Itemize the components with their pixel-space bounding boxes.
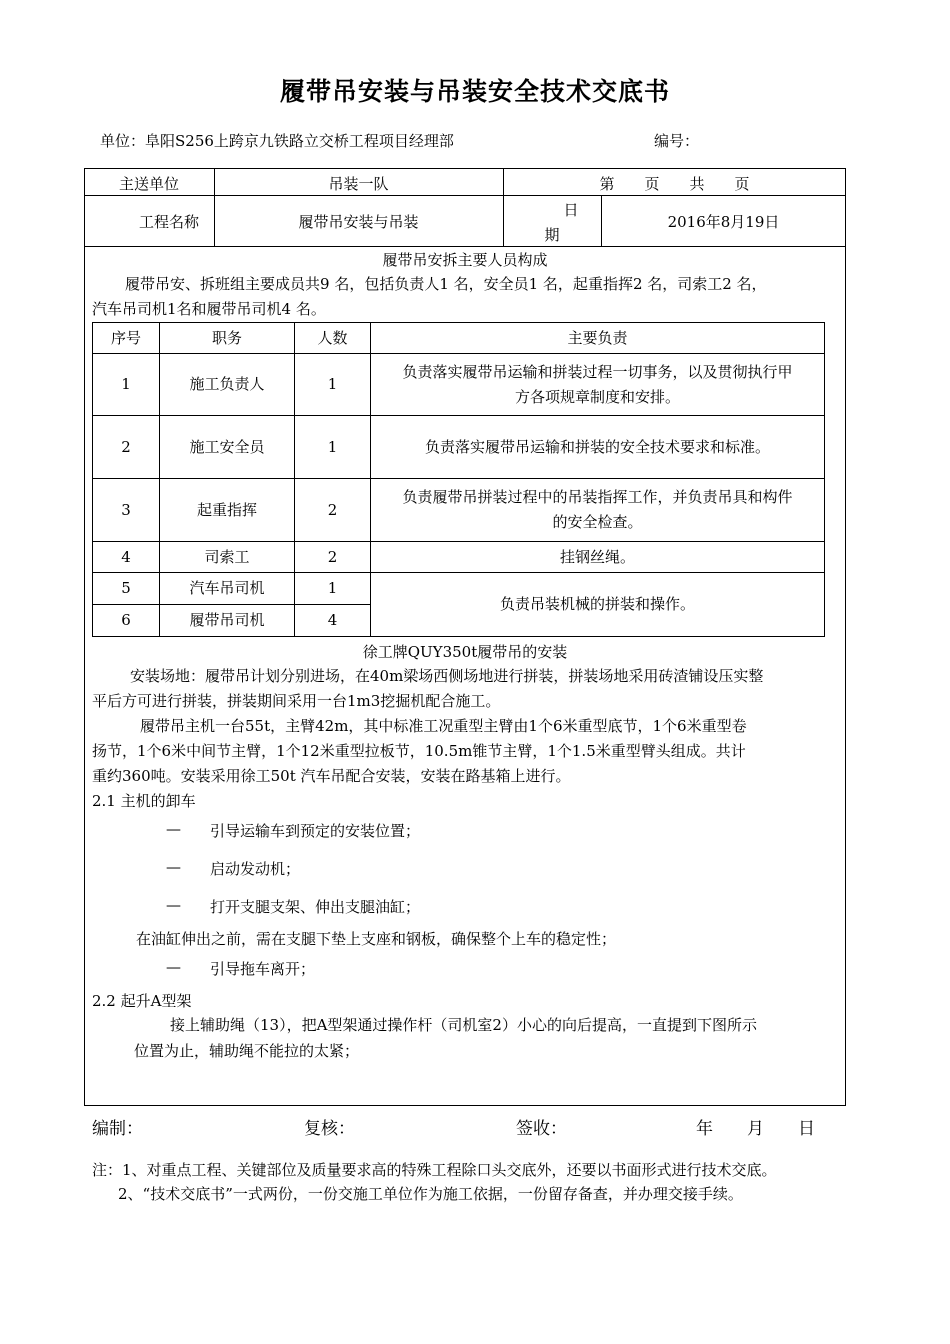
- row-duty: 挂钢丝绳。: [371, 542, 825, 573]
- step-unload-2: 启动发动机；: [210, 860, 301, 878]
- document-title: 履带吊安装与吊装安全技术交底书: [279, 77, 670, 106]
- header-divider-2: [84, 246, 846, 247]
- note-line-2: 2、“技术交底书”一式两份，一份交施工单位作为施工依据，一份留存备查，并办理交接手续。: [118, 1185, 743, 1203]
- row-count: 4: [295, 605, 371, 637]
- received-by-label: 签收：: [516, 1119, 567, 1139]
- unit-line: 单位：阜阳S256上跨京九铁路立交桥工程项目经理部: [100, 132, 454, 150]
- row-role: 施工负责人: [160, 354, 295, 416]
- install-main-line-3: 重约360吨。安装采用徐工50t 汽车吊配合安装，安装在路基箱上进行。: [92, 767, 571, 785]
- row-role: 施工安全员: [160, 416, 295, 479]
- compiled-by-label: 编制：: [92, 1119, 143, 1139]
- step-unload-note: 在油缸伸出之前，需在支腿下垫上支座和钢板，确保整个上车的稳定性；: [136, 930, 617, 948]
- row-duty: 负责吊装机械的拼装和操作。: [371, 573, 825, 637]
- duty-line: 的安全检查。: [552, 513, 643, 531]
- install-main-line-2: 扬节，1个6米中间节主臂，1个12米重型拉板节，10.5m锥节主臂，1个1.5米重型臂头组成。共计: [92, 742, 746, 760]
- project-name-label: 工程名称: [138, 213, 199, 231]
- personnel-table: [92, 322, 825, 637]
- row-number: 4: [93, 542, 160, 573]
- table-row: [93, 354, 825, 416]
- row-count: 2: [295, 542, 371, 573]
- date-label-top: 日: [563, 201, 579, 219]
- install-section-title: 徐工牌QUY350t履带吊的安装: [362, 643, 568, 661]
- section-2-2-title: 2.2 起升A型架: [92, 992, 192, 1010]
- step-unload-3: 打开支腿支架、伸出支腿油缸；: [210, 898, 421, 916]
- duty-line: 负责落实履带吊运输和拼装过程一切事务，以及贯彻执行甲: [402, 362, 793, 381]
- duty-line: 方各项规章制度和安排。: [514, 387, 680, 406]
- project-name-value: 履带吊安装与吊装: [298, 213, 419, 231]
- row-count: 1: [295, 354, 371, 416]
- row-number: 5: [93, 573, 160, 605]
- send-unit-label: 主送单位: [118, 175, 179, 193]
- section-2-2-text-line-2: 位置为止，辅助绳不能拉的太紧；: [134, 1042, 360, 1060]
- row-count: 1: [295, 573, 371, 605]
- step-dash: —: [166, 958, 181, 976]
- step-unload-1: 引导运输车到预定的安装位置；: [210, 822, 421, 840]
- column-header: 主要负责: [371, 323, 825, 354]
- doc-number-label: 编号：: [654, 132, 700, 150]
- row-role: 起重指挥: [160, 479, 295, 542]
- column-header: 人数: [295, 323, 371, 354]
- install-main-line-1: 履带吊主机一台55t，主臂42m，其中标准工况重型主臂由1个6米重型底节，1个6米重型卷: [140, 717, 747, 735]
- personnel-intro-line-2: 汽车吊司机1名和履带吊司机4 名。: [92, 300, 326, 318]
- header-divider-1: [84, 195, 846, 196]
- reviewed-by-label: 复核：: [304, 1119, 355, 1139]
- duty-line: 负责履带吊拼装过程中的吊装指挥工作，并负责吊具和构件: [402, 488, 793, 506]
- personnel-intro-line-1: 履带吊安、拆班组主要成员共9 名，包括负责人1 名，安全员1 名，起重指挥2 名，司索工2 名，: [125, 275, 767, 293]
- row-duty: 负责落实履带吊运输和拼装的安全技术要求和标准。: [371, 416, 825, 479]
- table-header-row: [93, 323, 825, 354]
- row-role: 汽车吊司机: [160, 573, 295, 605]
- row-count: 1: [295, 416, 371, 479]
- install-site-line-1: 安装场地：履带吊计划分别进场，在40m梁场西侧场地进行拼装，拼装场地采用砖渣铺设压实整: [130, 667, 764, 685]
- row-number: 3: [93, 479, 160, 542]
- install-site-line-2: 平后方可进行拼装，拼装期间采用一台1m3挖掘机配合施工。: [92, 692, 501, 710]
- row-role: 司索工: [160, 542, 295, 573]
- step-dash: —: [166, 820, 181, 838]
- date-label-bottom: 期: [544, 226, 560, 244]
- column-header: 序号: [93, 323, 160, 354]
- sign-date-label: 年 月 日: [696, 1119, 815, 1139]
- row-role: 履带吊司机: [160, 605, 295, 637]
- step-dash: —: [166, 858, 181, 876]
- table-row: [93, 416, 825, 479]
- row-duty: [371, 479, 825, 542]
- section-2-2-text-line-1: 接上辅助绳（13），把A型架通过操作杆（司机室2）小心的向后提高，一直提到下图所示: [170, 1016, 757, 1034]
- column-header: 职务: [160, 323, 295, 354]
- row-number: 1: [93, 354, 160, 416]
- table-row: [93, 479, 825, 542]
- section-2-1-title: 2.1 主机的卸车: [92, 792, 196, 810]
- row-count: 2: [295, 479, 371, 542]
- row-duty: [371, 354, 825, 416]
- send-unit-value: 吊装一队: [328, 175, 389, 193]
- page-info: 第 页 共 页: [599, 175, 750, 193]
- table-row: [93, 542, 825, 573]
- step-dash: —: [166, 896, 181, 914]
- table-row: [93, 573, 825, 605]
- row-number: 6: [93, 605, 160, 637]
- step-unload-4: 引导拖车离开；: [210, 960, 316, 978]
- date-value: 2016年8月19日: [667, 213, 780, 231]
- row-number: 2: [93, 416, 160, 479]
- personnel-section-title: 履带吊安拆主要人员构成: [382, 251, 548, 269]
- note-line-1: 注：1、对重点工程、关键部位及质量要求高的特殊工程除口头交底外，还要以书面形式进行技术交底。: [92, 1161, 777, 1179]
